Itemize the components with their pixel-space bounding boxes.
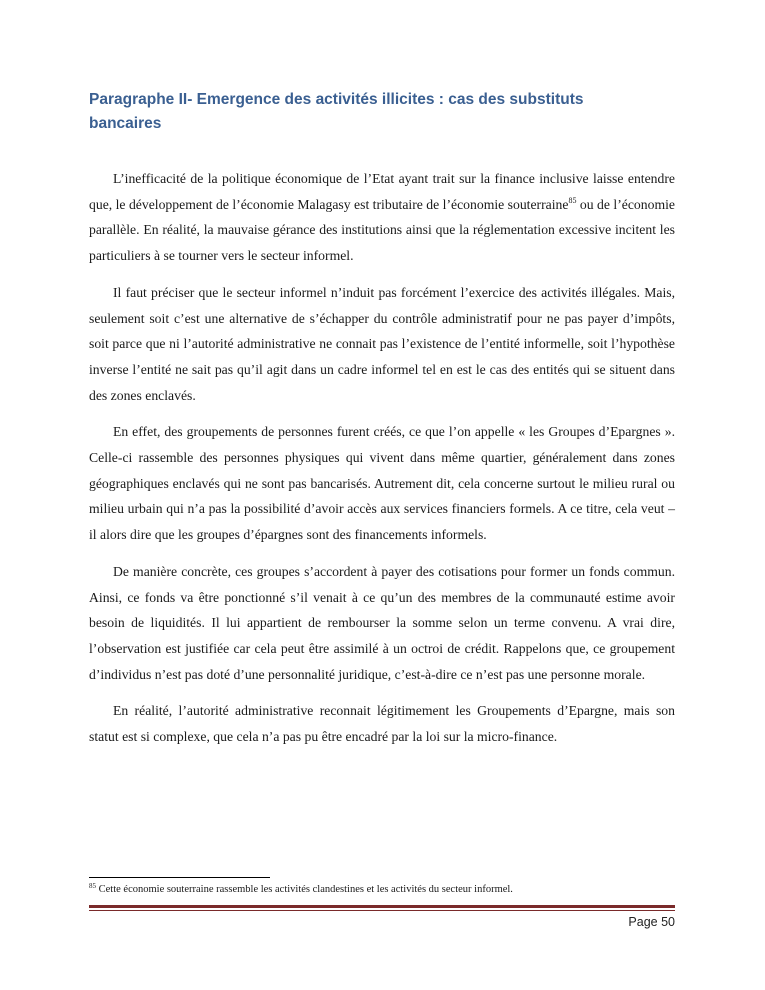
page-number: Page 50 [628, 915, 675, 929]
footnote-reference[interactable]: 85 [568, 195, 577, 205]
footnote [89, 883, 675, 897]
paragraph-1 [89, 166, 675, 269]
paragraph-2: Il faut préciser que le secteur informel n’induit pas forcément l’exercice des activités illégales. Mais, seulement soit c’est une alternative de s’échapper du contrôle administratif pour ne pas payer d’impôts, soit parce que ni l’autorité administrative ne connait pas l’existence de l’entité informelle, soit l’hypothèse inverse l’entité ne sait pas qu’il agit dans un cadre informel tel en est le cas des entités qui se situent dans des zones enclavés. [89, 284, 675, 403]
footnote-number: 85 [89, 882, 96, 890]
footer-rule-thin [89, 910, 675, 911]
paragraph-5: En réalité, l’autorité administrative reconnait légitimement les Groupements d’Epargne, mais son statut est si complexe, que cela n’a pas pu être encadré par la loi sur la micro-finance. [89, 703, 675, 745]
footer-rule-thick [89, 905, 675, 908]
paragraph-1-text-a: L’inefficacité de la politique économique de l’Etat ayant trait sur la finance inclusive laisse entendre que, le développement de l’économie Malagasy est tributaire de l’économie souterraine [89, 171, 675, 212]
footnote-separator [89, 877, 270, 878]
body-text [89, 166, 675, 761]
footnote-text: Cette économie souterraine rassemble les activités clandestines et les activités du secteur informel. [96, 884, 513, 895]
paragraph-3: En effet, des groupements de personnes furent créés, ce que l’on appelle « les Groupes d’Epargnes ». Celle-ci rassemble des personnes physiques qui vivent dans même quartier, généralement dans zones géographiques enclavés qui ne sont pas bancarisés. Autrement dit, cela concerne surtout le milieu rural ou milieu urbain qui n’a pas la possibilité d’avoir accès aux services financiers formels. A ce titre, cela veut –il alors dire que les groupes d’épargnes sont des financements informels. [89, 424, 675, 543]
paragraph-4: De manière concrète, ces groupes s’accordent à payer des cotisations pour former un fonds commun. Ainsi, ce fonds va être ponctionné s’il venait à ce qu’un des membres de la communauté estime avoir besoin de liquidités. Il lui appartient de rembourser la somme selon un terme convenu. A vrai dire, l’observation est justifiée car cela peut être assimilé à un octroi de crédit. Rappelons que, ce groupement d’individus n’est pas doté d’une personnalité juridique, c’est-à-dire ce n’est pas une personne morale. [89, 563, 675, 682]
paragraph-1-text-b: ou de l’économie parallèle. En réalité, la mauvaise gérance des institutions ainsi que la réglementation excessive incitent les particuliers à se tourner vers le secteur informel. [89, 196, 675, 264]
section-heading: Paragraphe II- Emergence des activités illicites : cas des substituts bancaires [89, 91, 584, 132]
